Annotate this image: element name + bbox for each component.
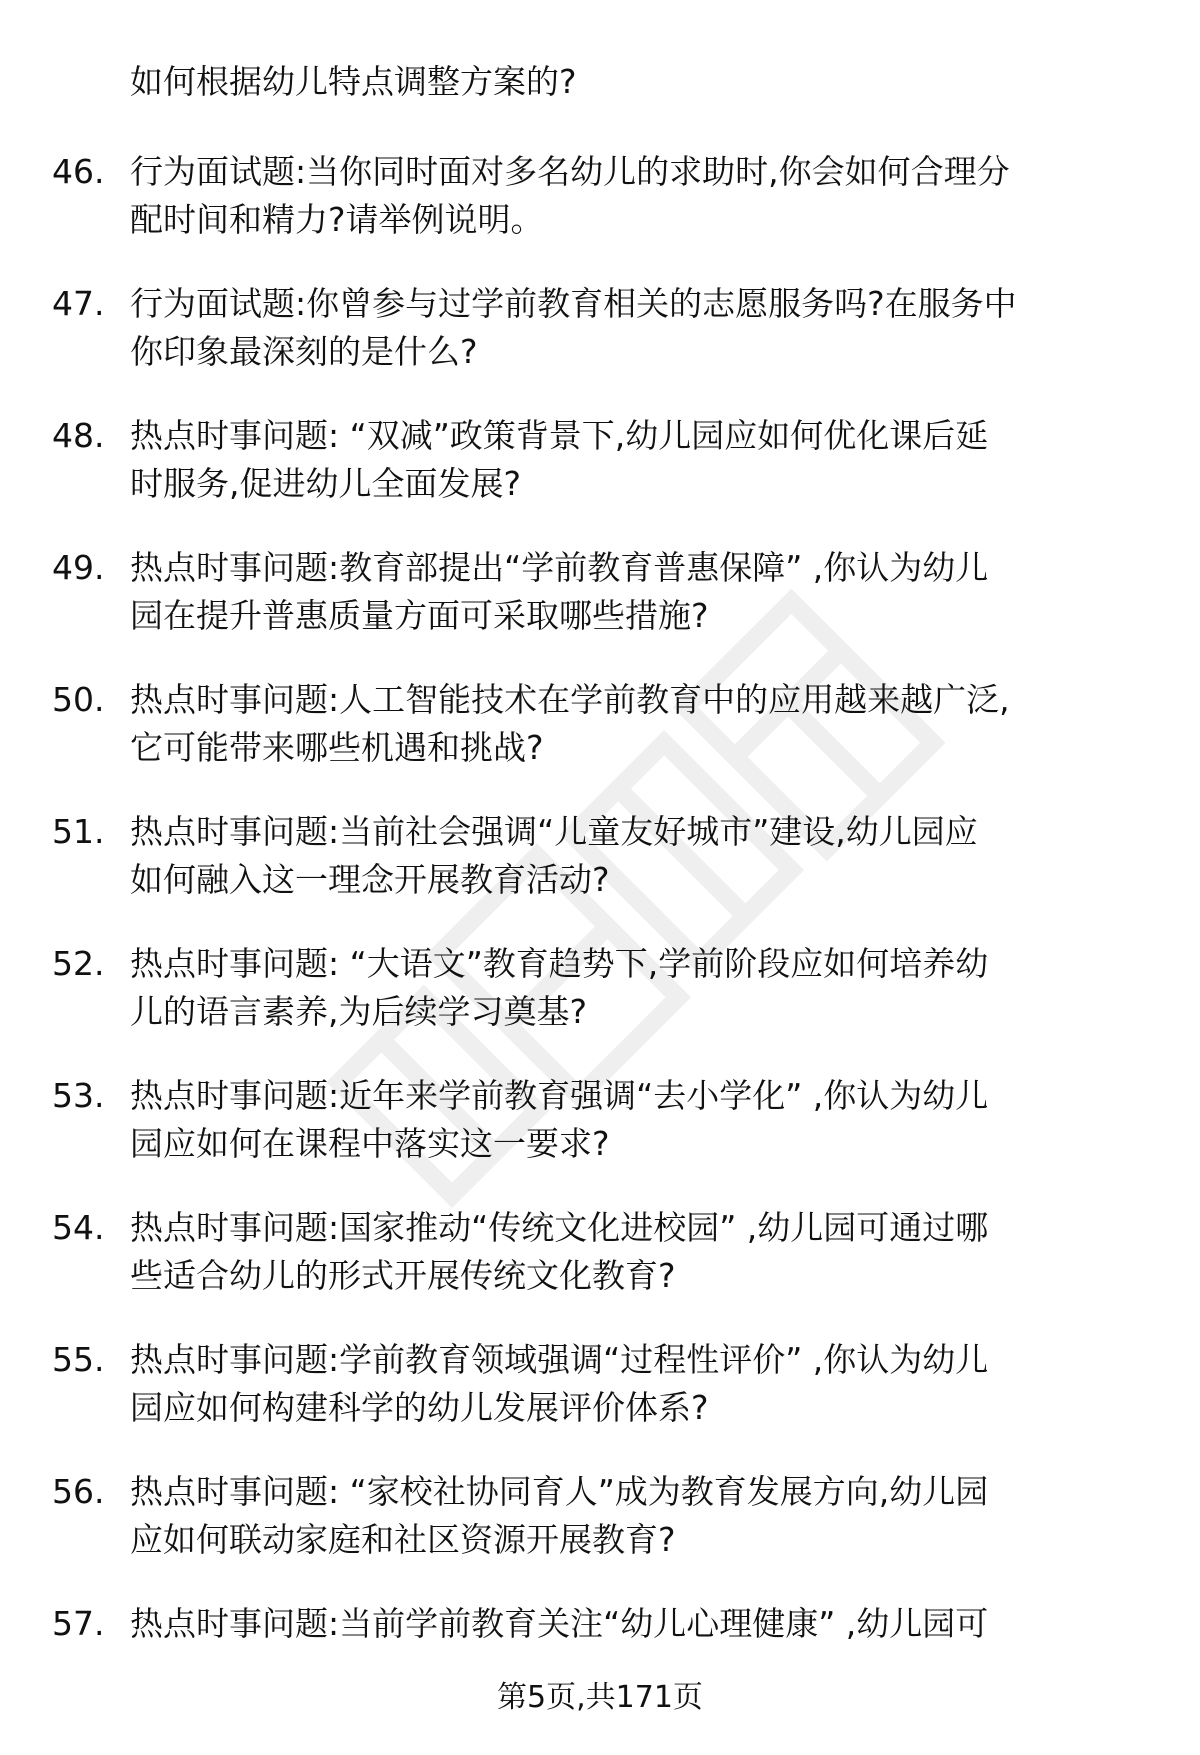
question-text-line: 热点时事问题:教育部提出“学前教育普惠保障” ,你认为幼儿 <box>130 548 989 587</box>
question-item <box>0 412 1200 544</box>
question-text-line: 行为面试题:你曾参与过学前教育相关的志愿服务吗?在服务中 <box>130 284 1017 323</box>
question-text <box>130 940 1140 1036</box>
question-text <box>130 808 1140 904</box>
question-item <box>0 148 1200 280</box>
question-text-line: 热点时事问题:当前学前教育关注“幼儿心理健康” ,幼儿园可 <box>130 1604 989 1643</box>
question-text <box>130 1468 1140 1564</box>
question-text-line: 热点时事问题: “大语文”教育趋势下,学前阶段应如何培养幼 <box>130 944 989 983</box>
question-text-line: 些适合幼儿的形式开展传统文化教育? <box>130 1256 676 1295</box>
question-number: 46. <box>52 152 105 191</box>
question-item <box>0 808 1200 940</box>
question-text-line: 你印象最深刻的是什么? <box>130 332 478 371</box>
question-text-line: 时服务,促进幼儿全面发展? <box>130 464 522 503</box>
question-text-line: 它可能带来哪些机遇和挑战? <box>130 728 544 767</box>
question-number: 57. <box>52 1604 105 1643</box>
question-number: 50. <box>52 680 105 719</box>
question-item <box>0 1468 1200 1600</box>
question-number: 52. <box>52 944 105 983</box>
question-number: 48. <box>52 416 105 455</box>
question-number: 47. <box>52 284 105 323</box>
question-text-line: 园应如何构建科学的幼儿发展评价体系? <box>130 1388 709 1427</box>
question-item <box>0 1072 1200 1204</box>
question-item <box>0 676 1200 808</box>
question-text-line: 热点时事问题:人工智能技术在学前教育中的应用越来越广泛, <box>130 680 1010 719</box>
question-item <box>0 280 1200 412</box>
page-footer: 第5页,共171页 <box>497 1680 703 1715</box>
question-text-line: 热点时事问题: “家校社协同育人”成为教育发展方向,幼儿园 <box>130 1472 989 1511</box>
question-text <box>130 148 1140 244</box>
question-item <box>0 940 1200 1072</box>
question-text-line: 儿的语言素养,为后续学习奠基? <box>130 992 588 1031</box>
question-text-line: 园在提升普惠质量方面可采取哪些措施? <box>130 596 709 635</box>
question-number: 53. <box>52 1076 105 1115</box>
question-text <box>130 280 1140 376</box>
question-text <box>130 412 1140 508</box>
question-text-line: 配时间和精力?请举例说明。 <box>130 200 544 239</box>
question-item <box>0 1336 1200 1468</box>
question-text-line: 热点时事问题: “双减”政策背景下,幼儿园应如何优化课后延 <box>130 416 989 455</box>
question-text <box>130 1072 1140 1168</box>
question-number: 49. <box>52 548 105 587</box>
question-number: 51. <box>52 812 105 851</box>
question-text-line: 应如何联动家庭和社区资源开展教育? <box>130 1520 676 1559</box>
question-number: 54. <box>52 1208 105 1247</box>
question-text-line: 热点时事问题:学前教育领域强调“过程性评价” ,你认为幼儿 <box>130 1340 989 1379</box>
question-text-line: 热点时事问题:近年来学前教育强调“去小学化” ,你认为幼儿 <box>130 1076 989 1115</box>
question-text <box>130 1336 1140 1432</box>
question-number: 55. <box>52 1340 105 1379</box>
question-text-line: 热点时事问题:国家推动“传统文化进校园” ,幼儿园可通过哪 <box>130 1208 989 1247</box>
question-item <box>0 1204 1200 1336</box>
question-text-line: 热点时事问题:当前社会强调“儿童友好城市”建设,幼儿园应 <box>130 812 978 851</box>
question-text-line: 行为面试题:当你同时面对多名幼儿的求助时,你会如何合理分 <box>130 152 1010 191</box>
question-text <box>130 1204 1140 1300</box>
question-text-line: 如何融入这一理念开展教育活动? <box>130 860 610 899</box>
question-item <box>0 544 1200 676</box>
continuation-line: 如何根据幼儿特点调整方案的? <box>130 62 577 101</box>
question-number: 56. <box>52 1472 105 1511</box>
question-text <box>130 544 1140 640</box>
question-text <box>130 1600 1140 1648</box>
question-text <box>130 676 1140 772</box>
question-text-line: 园应如何在课程中落实这一要求? <box>130 1124 610 1163</box>
question-list <box>0 148 1200 1732</box>
